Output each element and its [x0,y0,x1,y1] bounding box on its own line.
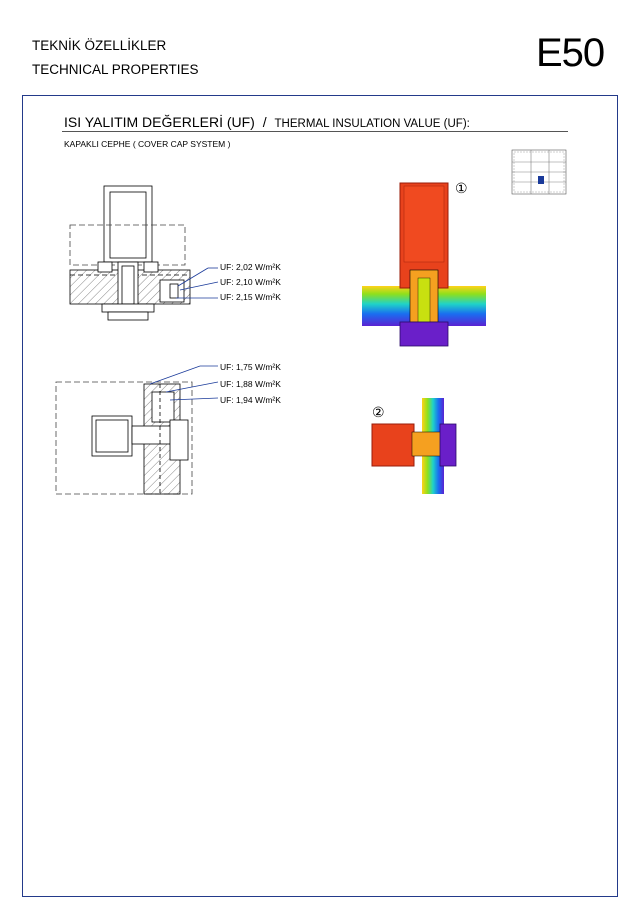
header-title-en: TECHNICAL PROPERTIES [32,62,199,77]
circled-two-icon: ② [372,404,385,420]
detail-1-thermal-image [362,180,486,346]
system-code: E50 [536,31,605,75]
section-title-separator: / [262,114,267,130]
section-title-tr: ISI YALITIM DEĞERLERİ (UF) [64,114,255,130]
detail-1-section-drawing [70,186,218,320]
detail-1-uf-value-1: UF: 2,02 W/m²K [220,262,281,272]
detail-2-uf-value-2: UF: 1,88 W/m²K [220,379,281,389]
detail-2-uf-value-3: UF: 1,94 W/m²K [220,395,281,405]
detail-2-uf-value-1: UF: 1,75 W/m²K [220,362,281,372]
detail-1-uf-value-3: UF: 2,15 W/m²K [220,292,281,302]
circled-one-icon: ① [455,180,468,196]
detail-2-thermal-image [372,398,456,494]
color-scale-legend-icon [512,150,566,194]
section-subtitle: KAPAKLI CEPHE ( COVER CAP SYSTEM ) [64,139,231,149]
detail-1-uf-value-2: UF: 2,10 W/m²K [220,277,281,287]
section-title-en: THERMAL INSULATION VALUE (UF): [274,118,470,130]
header-title-tr: TEKNİK ÖZELLİKLER [32,38,167,53]
detail-2-section-drawing [56,366,218,494]
